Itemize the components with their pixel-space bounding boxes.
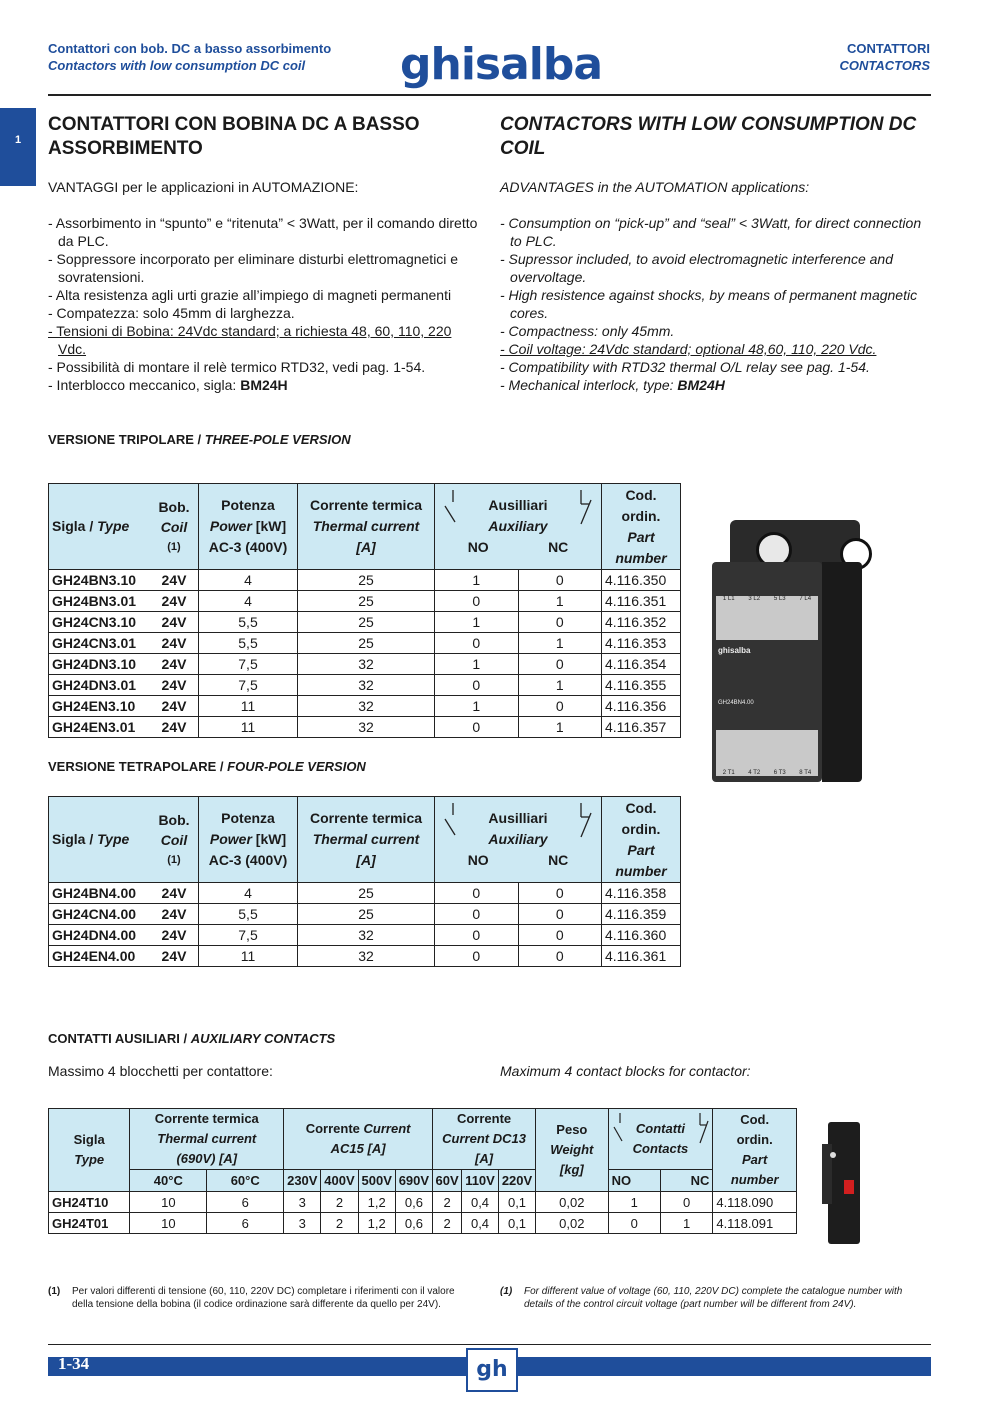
cell-power: 4 xyxy=(199,883,298,904)
cell-power: 11 xyxy=(199,946,298,967)
col-60c: 60°C xyxy=(207,1170,284,1192)
col-230v: 230V xyxy=(284,1170,321,1192)
list-item: - Compactness: only 45mm. xyxy=(500,323,675,339)
cell-weight: 0,02 xyxy=(536,1213,608,1234)
cell-dc220: 0,1 xyxy=(498,1213,535,1234)
cell-part: 4.116.351 xyxy=(602,591,681,612)
nc-contact-symbol-icon xyxy=(575,488,595,528)
section-tab: 1 xyxy=(0,108,36,186)
col-type: Sigla / Type xyxy=(49,797,151,883)
cell-no: 1 xyxy=(435,612,519,633)
terminal-label: 5 L3 xyxy=(773,596,786,602)
terminal-label: 7 L4 xyxy=(799,596,812,602)
cell-part: 4.116.360 xyxy=(602,925,681,946)
four-pole-table xyxy=(48,796,681,967)
header-title-it: Contattori con bob. DC a basso assorbimento xyxy=(48,41,332,56)
cell-ac500: 1,2 xyxy=(358,1192,395,1213)
cell-code: GH24EN4.00 xyxy=(49,946,151,967)
table-row xyxy=(49,717,681,738)
cell-ac400: 2 xyxy=(321,1192,358,1213)
list-item: - Assorbimento in “spunto” e “ritenuta” < 3Watt, per il comando diretto da PLC. xyxy=(48,215,478,249)
cell-code: GH24BN3.01 xyxy=(49,591,151,612)
terminal-label: 2 T1 xyxy=(722,770,735,776)
cell-code: GH24BN4.00 xyxy=(49,883,151,904)
col-220v: 220V xyxy=(498,1170,535,1192)
col-part-number: Cod. ordin. Part number xyxy=(602,797,681,883)
header-right xyxy=(839,40,930,74)
nc-contact-symbol-icon xyxy=(575,801,595,841)
cell-current: 32 xyxy=(298,717,435,738)
cell-power: 4 xyxy=(199,591,298,612)
table-row xyxy=(49,883,681,904)
list-item: - Consumption on “pick-up” and “seal” < 3Watt, for direct connection to PLC. xyxy=(500,215,922,249)
header-title-en: Contactors with low consumption DC coil xyxy=(48,58,306,73)
cell-part: 4.116.353 xyxy=(602,633,681,654)
cell-power: 7,5 xyxy=(199,654,298,675)
col-nc: NC xyxy=(660,1170,712,1192)
cell-nc: 0 xyxy=(518,925,602,946)
cell-code: GH24T01 xyxy=(49,1213,130,1234)
contactor-product-photo xyxy=(712,520,862,780)
aux-contacts-heading: CONTATTI AUSILIARI / AUXILIARY CONTACTS xyxy=(48,1031,336,1046)
table-row xyxy=(49,946,681,967)
cell-dc220: 0,1 xyxy=(498,1192,535,1213)
cell-no: 0 xyxy=(435,633,519,654)
cell-coil: 24V xyxy=(150,570,199,591)
table-row xyxy=(49,570,681,591)
table-row xyxy=(49,633,681,654)
cell-no: 0 xyxy=(435,883,519,904)
photo-model: GH24BN4.00 xyxy=(718,700,754,706)
cell-code: GH24EN3.01 xyxy=(49,717,151,738)
cell-power: 7,5 xyxy=(199,925,298,946)
cell-coil: 24V xyxy=(150,883,199,904)
cell-code: GH24DN4.00 xyxy=(49,925,151,946)
col-no: NO xyxy=(608,1170,660,1192)
title-en: CONTACTORS WITH LOW CONSUMPTION DC COIL xyxy=(500,114,917,159)
cell-current: 25 xyxy=(298,633,435,654)
three-pole-table xyxy=(48,483,681,738)
cell-no: 0 xyxy=(435,717,519,738)
table-row xyxy=(49,925,681,946)
cell-t60: 6 xyxy=(207,1213,284,1234)
col-coil: Bob. Coil (1) xyxy=(150,484,199,570)
cell-coil: 24V xyxy=(150,633,199,654)
list-item: - Compatezza: solo 45mm di larghezza. xyxy=(48,305,295,321)
header-category-en: CONTACTORS xyxy=(839,58,930,73)
cell-code: GH24BN3.10 xyxy=(49,570,151,591)
cell-nc: 0 xyxy=(518,946,602,967)
col-110v: 110V xyxy=(462,1170,499,1192)
terminal-label: 3 L2 xyxy=(748,596,761,602)
cell-power: 4 xyxy=(199,570,298,591)
cell-current: 32 xyxy=(298,925,435,946)
cell-current: 32 xyxy=(298,654,435,675)
cell-nc: 1 xyxy=(518,633,602,654)
cell-nc: 0 xyxy=(518,696,602,717)
cell-ac500: 1,2 xyxy=(358,1213,395,1234)
table-row xyxy=(49,904,681,925)
aux-note-en: Maximum 4 contact blocks for contactor: xyxy=(500,1063,751,1079)
aux-contacts-table xyxy=(48,1108,797,1234)
photo-brand: ghisalba xyxy=(718,646,751,655)
cell-coil: 24V xyxy=(150,612,199,633)
cell-nc: 1 xyxy=(518,675,602,696)
col-thermal-current: Corrente termica Thermal current (690V) [A] xyxy=(130,1109,284,1170)
col-400v: 400V xyxy=(321,1170,358,1192)
cell-nc: 1 xyxy=(518,717,602,738)
cell-no: 1 xyxy=(435,570,519,591)
list-item: - Mechanical interlock, type: BM24H xyxy=(500,377,725,393)
col-690v: 690V xyxy=(395,1170,432,1192)
indicator-icon xyxy=(844,1180,854,1194)
cell-ac690: 0,6 xyxy=(395,1213,432,1234)
cell-power: 11 xyxy=(199,717,298,738)
list-item: - Tensioni di Bobina: 24Vdc standard; a richiesta 48, 60, 110, 220 Vdc. xyxy=(48,323,452,357)
nc-contact-symbol-icon xyxy=(696,1111,710,1145)
cell-no: 0 xyxy=(608,1213,660,1234)
col-auxiliary: Ausilliari Auxiliary NO NC xyxy=(435,797,602,883)
list-item: - Compatibility with RTD32 thermal O/L relay see pag. 1-54. xyxy=(500,359,870,375)
cell-part: 4.116.354 xyxy=(602,654,681,675)
table-row xyxy=(49,675,681,696)
list-item: - Alta resistenza agli urti grazie all’impiego di magneti permanenti xyxy=(48,287,452,303)
header-left xyxy=(48,40,331,74)
cell-no: 1 xyxy=(608,1192,660,1213)
col-thermal-current: Corrente termica Thermal current [A] xyxy=(298,484,435,570)
table-row xyxy=(49,696,681,717)
col-power: Potenza Power [kW] AC-3 (400V) xyxy=(199,484,298,570)
cell-ac230: 3 xyxy=(284,1192,321,1213)
cell-current: 25 xyxy=(298,883,435,904)
list-item: - Possibilità di montare il relè termico RTD32, vedi pag. 1-54. xyxy=(48,359,426,375)
cell-power: 5,5 xyxy=(199,904,298,925)
list-item: - Interblocco meccanico, sigla: BM24H xyxy=(48,377,288,393)
table-row xyxy=(49,591,681,612)
cell-no: 1 xyxy=(435,696,519,717)
header-category-it: CONTATTORI xyxy=(846,41,930,56)
list-item: - High resistence against shocks, by means of permanent magnetic cores. xyxy=(500,287,918,321)
cell-part: 4.118.090 xyxy=(713,1192,797,1213)
cell-part: 4.116.358 xyxy=(602,883,681,904)
cell-current: 25 xyxy=(298,904,435,925)
cell-no: 1 xyxy=(435,654,519,675)
cell-coil: 24V xyxy=(150,696,199,717)
cell-nc: 0 xyxy=(518,612,602,633)
ghisalba-footer-logo: gh xyxy=(466,1348,518,1392)
terminal-label: 6 T3 xyxy=(773,770,786,776)
col-ac15: Corrente Current AC15 [A] xyxy=(284,1109,433,1170)
page-number: 1-34 xyxy=(58,1354,90,1373)
cell-part: 4.116.357 xyxy=(602,717,681,738)
cell-dc60: 2 xyxy=(433,1213,462,1234)
ghisalba-logo: ghisalba xyxy=(400,39,603,90)
cell-part: 4.116.361 xyxy=(602,946,681,967)
col-power: Potenza Power [kW] AC-3 (400V) xyxy=(199,797,298,883)
advantages-list-it xyxy=(48,214,478,394)
cell-nc: 1 xyxy=(660,1213,712,1234)
col-40c: 40°C xyxy=(130,1170,207,1192)
cell-power: 5,5 xyxy=(199,612,298,633)
cell-code: GH24CN3.10 xyxy=(49,612,151,633)
cell-t60: 6 xyxy=(207,1192,284,1213)
cell-t40: 10 xyxy=(130,1213,207,1234)
cell-power: 5,5 xyxy=(199,633,298,654)
cell-part: 4.116.359 xyxy=(602,904,681,925)
list-item: - Coil voltage: 24Vdc standard; optional 48,60, 110, 220 Vdc. xyxy=(500,341,877,357)
cell-nc: 1 xyxy=(518,591,602,612)
col-weight: Peso Weight [kg] xyxy=(536,1109,608,1192)
cell-coil: 24V xyxy=(150,591,199,612)
cell-part: 4.116.352 xyxy=(602,612,681,633)
cell-nc: 0 xyxy=(660,1192,712,1213)
cell-current: 25 xyxy=(298,591,435,612)
cell-no: 0 xyxy=(435,904,519,925)
col-500v: 500V xyxy=(358,1170,395,1192)
cell-dc110: 0,4 xyxy=(462,1192,499,1213)
table-row xyxy=(49,612,681,633)
cell-code: GH24DN3.10 xyxy=(49,654,151,675)
aux-contact-block-photo xyxy=(822,1122,864,1244)
cell-part: 4.116.355 xyxy=(602,675,681,696)
advantages-en: ADVANTAGES in the AUTOMATION applications: xyxy=(500,179,810,195)
footer-rule xyxy=(48,1344,931,1345)
three-pole-heading: VERSIONE TRIPOLARE / THREE-POLE VERSION xyxy=(48,432,351,447)
cell-coil: 24V xyxy=(150,925,199,946)
cell-dc60: 2 xyxy=(433,1192,462,1213)
terminal-label: 1 L1 xyxy=(722,596,735,602)
aux-note-it: Massimo 4 blocchetti per contattore: xyxy=(48,1063,273,1079)
cell-current: 32 xyxy=(298,675,435,696)
cell-code: GH24DN3.01 xyxy=(49,675,151,696)
terminal-label: 4 T2 xyxy=(748,770,761,776)
col-type: Sigla / Type xyxy=(49,484,151,570)
cell-coil: 24V xyxy=(150,946,199,967)
col-auxiliary: Ausilliari Auxiliary NO NC xyxy=(435,484,602,570)
cell-power: 11 xyxy=(199,696,298,717)
cell-part: 4.116.350 xyxy=(602,570,681,591)
cell-current: 25 xyxy=(298,612,435,633)
cell-ac690: 0,6 xyxy=(395,1192,432,1213)
cell-no: 0 xyxy=(435,946,519,967)
cell-nc: 0 xyxy=(518,570,602,591)
cell-no: 0 xyxy=(435,675,519,696)
advantages-list-en xyxy=(500,214,930,394)
cell-weight: 0,02 xyxy=(536,1192,608,1213)
four-pole-heading: VERSIONE TETRAPOLARE / FOUR-POLE VERSION xyxy=(48,759,366,774)
cell-ac400: 2 xyxy=(321,1213,358,1234)
cell-code: GH24CN4.00 xyxy=(49,904,151,925)
list-item: - Soppressore incorporato per eliminare disturbi elettromagnetici e sovratensioni. xyxy=(48,251,459,285)
no-contact-symbol-icon xyxy=(441,801,461,841)
cell-nc: 0 xyxy=(518,654,602,675)
cell-part: 4.116.356 xyxy=(602,696,681,717)
cell-current: 32 xyxy=(298,946,435,967)
footnote-en: (1) For different value of voltage (60, 110, 220V DC) complete the catalogue number with details of the control circuit voltage (part number will be different from 24V). xyxy=(500,1286,903,1310)
col-part-number: Cod. ordin. Part number xyxy=(713,1109,797,1192)
cell-coil: 24V xyxy=(150,675,199,696)
cell-code: GH24T10 xyxy=(49,1192,130,1213)
interlock-code: BM24H xyxy=(677,377,725,393)
cell-code: GH24EN3.10 xyxy=(49,696,151,717)
footnote-it: (1) Per valori differenti di tensione (60, 110, 220V DC) completare i riferimenti con il valore della tensione della bobina (il codice ordinazione sarà differente da quello per 24V). xyxy=(48,1286,455,1310)
title-it: CONTATTORI CON BOBINA DC A BASSO ASSORBIMENTO xyxy=(48,114,420,159)
no-contact-symbol-icon xyxy=(611,1111,625,1145)
cell-t40: 10 xyxy=(130,1192,207,1213)
interlock-code: BM24H xyxy=(240,377,288,393)
cell-code: GH24CN3.01 xyxy=(49,633,151,654)
table-row xyxy=(49,1192,797,1213)
col-60v: 60V xyxy=(433,1170,462,1192)
table-row xyxy=(49,1213,797,1234)
cell-power: 7,5 xyxy=(199,675,298,696)
cell-nc: 0 xyxy=(518,904,602,925)
cell-no: 0 xyxy=(435,925,519,946)
col-thermal-current: Corrente termica Thermal current [A] xyxy=(298,797,435,883)
cell-dc110: 0,4 xyxy=(462,1213,499,1234)
cell-no: 0 xyxy=(435,591,519,612)
col-part-number: Cod. ordin. Part number xyxy=(602,484,681,570)
col-coil: Bob. Coil (1) xyxy=(150,797,199,883)
col-type: Sigla Type xyxy=(49,1109,130,1192)
cell-nc: 0 xyxy=(518,883,602,904)
cell-current: 25 xyxy=(298,570,435,591)
col-dc13: Corrente Current DC13 [A] xyxy=(433,1109,536,1170)
list-item: - Supressor included, to avoid electromagnetic interference and overvoltage. xyxy=(500,251,893,285)
advantages-it: VANTAGGI per le applicazioni in AUTOMAZIONE: xyxy=(48,179,359,195)
cell-coil: 24V xyxy=(150,717,199,738)
cell-ac230: 3 xyxy=(284,1213,321,1234)
no-contact-symbol-icon xyxy=(441,488,461,528)
cell-part: 4.118.091 xyxy=(713,1213,797,1234)
cell-current: 32 xyxy=(298,696,435,717)
table-row xyxy=(49,654,681,675)
cell-coil: 24V xyxy=(150,904,199,925)
col-contacts: Contatti Contacts xyxy=(608,1109,713,1170)
cell-coil: 24V xyxy=(150,654,199,675)
terminal-label: 8 T4 xyxy=(799,770,812,776)
header-rule xyxy=(48,94,931,96)
